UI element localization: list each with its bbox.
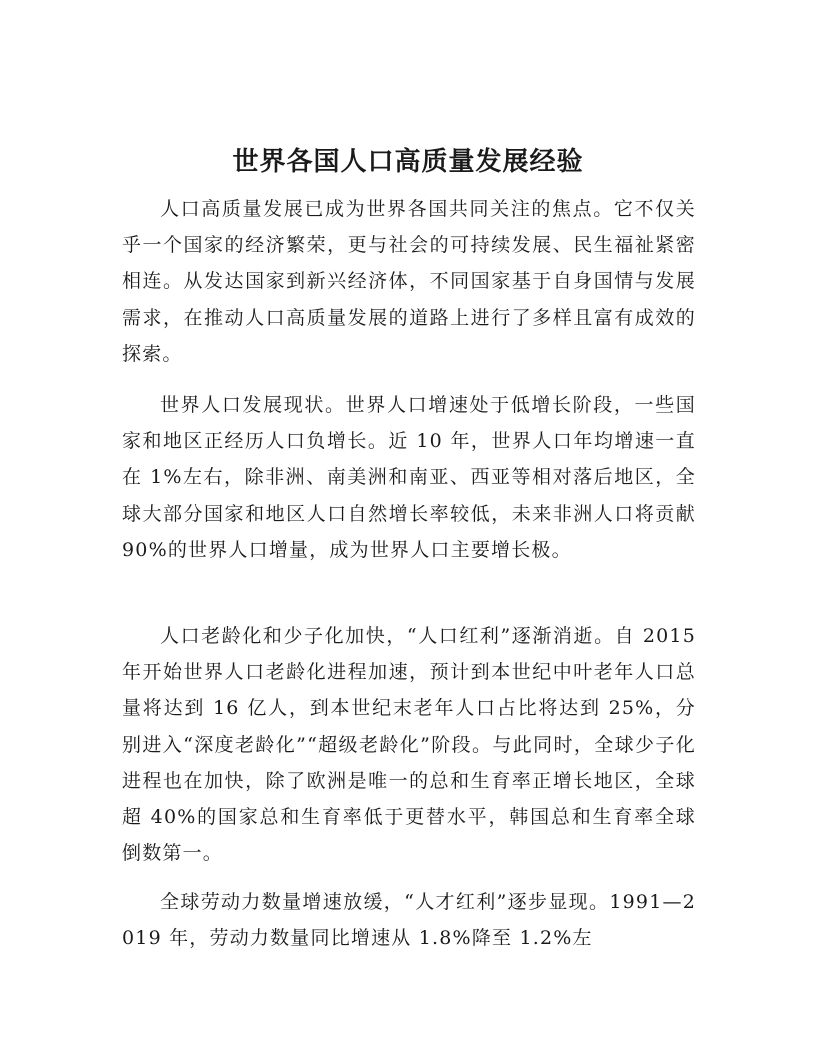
- paragraph-3: 人口老龄化和少子化加快，“人口红利”逐渐消逝。自 2015 年开始世界人口老龄化进程加速，预计到本世纪中叶老年人口总量将达到 16 亿人，到本世纪末老年人口占比将达到 25%，分别进入“深度老龄化”“超级老龄化”阶段。与此同时，全球少子化进程也在加快，除了欧洲是唯一的总和生育率正增长地区，全球超 40%的国家总和生育率低于更替水平，韩国总和生育率全球倒数第一。: [122, 625, 696, 865]
- document-title: 世界各国人口高质量发展经验: [232, 147, 584, 177]
- paragraph-1: 人口高质量发展已成为世界各国共同关注的焦点。它不仅关乎一个国家的经济繁荣，更与社会的可持续发展、民生福祉紧密相连。从发达国家到新兴经济体，不同国家基于自身国情与发展需求，在推动人口高质量发展的道路上进行了多样且富有成效的探索。: [122, 198, 696, 365]
- paragraph-4: 全球劳动力数量增速放缓，“人才红利”逐步显现。1991—2019 年，劳动力数量同比增速从 1.8%降至 1.2%左: [122, 891, 696, 950]
- paragraph-2: 世界人口发展现状。世界人口增速处于低增长阶段，一些国家和地区正经历人口负增长。近 10 年，世界人口年均增速一直在 1%左右，除非洲、南美洲和南亚、西亚等相对落后地区，全球大部分国家和地区人口自然增长率较低，未来非洲人口将贡献 90%的世界人口增量，成为世界人口主要增长极。: [122, 394, 696, 561]
